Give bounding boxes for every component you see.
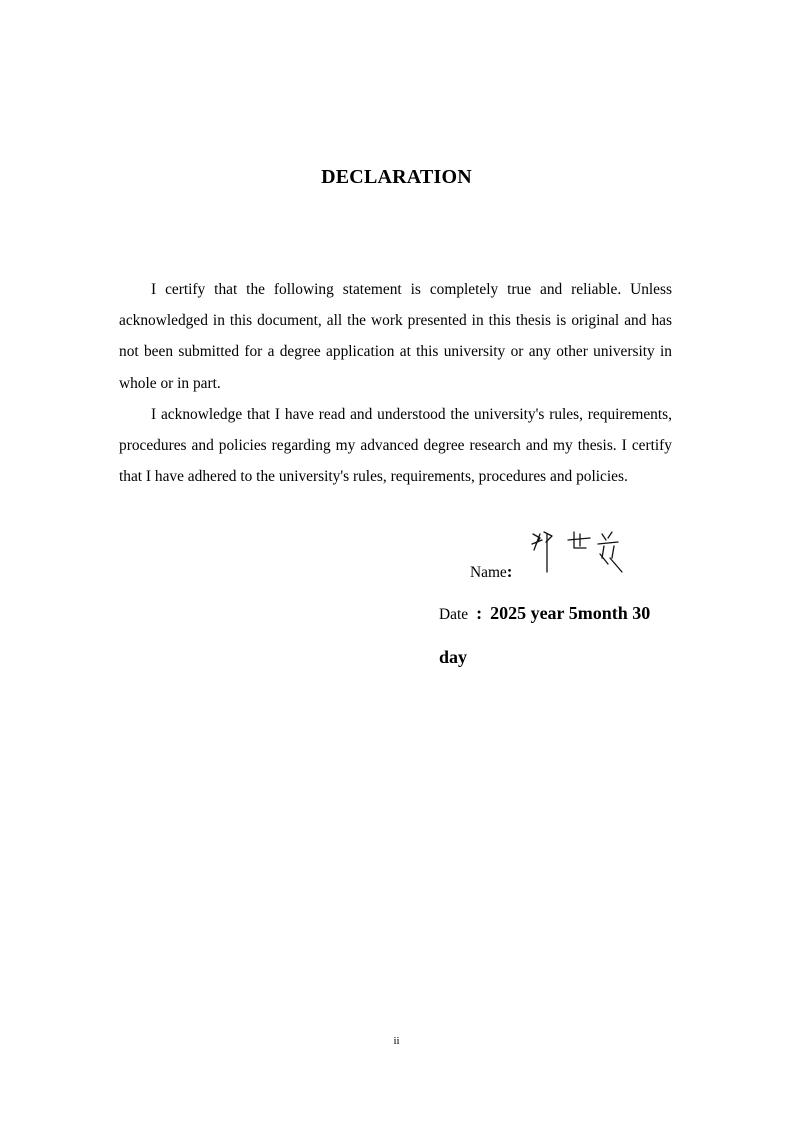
date-value: 2025 year 5month 30 day — [439, 603, 651, 667]
declaration-body — [119, 274, 672, 492]
date-field — [439, 592, 672, 680]
name-label: Name — [470, 564, 507, 581]
page-number: ii — [393, 1035, 400, 1047]
paragraph-2: I acknowledge that I have read and understood the university's rules, requirements, procedures and policies regarding my advanced degree research and my thesis. I certify that I have adhered to the university's rules, requirements, procedures and policies. — [119, 405, 672, 486]
page-title: DECLARATION — [321, 166, 472, 188]
name-colon: : — [506, 562, 513, 581]
date-label: Date — [439, 606, 469, 623]
handwritten-signature — [528, 528, 628, 578]
name-field — [470, 562, 512, 582]
date-colon: : — [476, 603, 483, 623]
paragraph-1: I certify that the following statement is completely true and reliable. Unless acknowledged in this document, all the work presented in this thesis is original and has not been submitted for a degree application at this university or any other university in whole or in part. — [119, 281, 672, 392]
